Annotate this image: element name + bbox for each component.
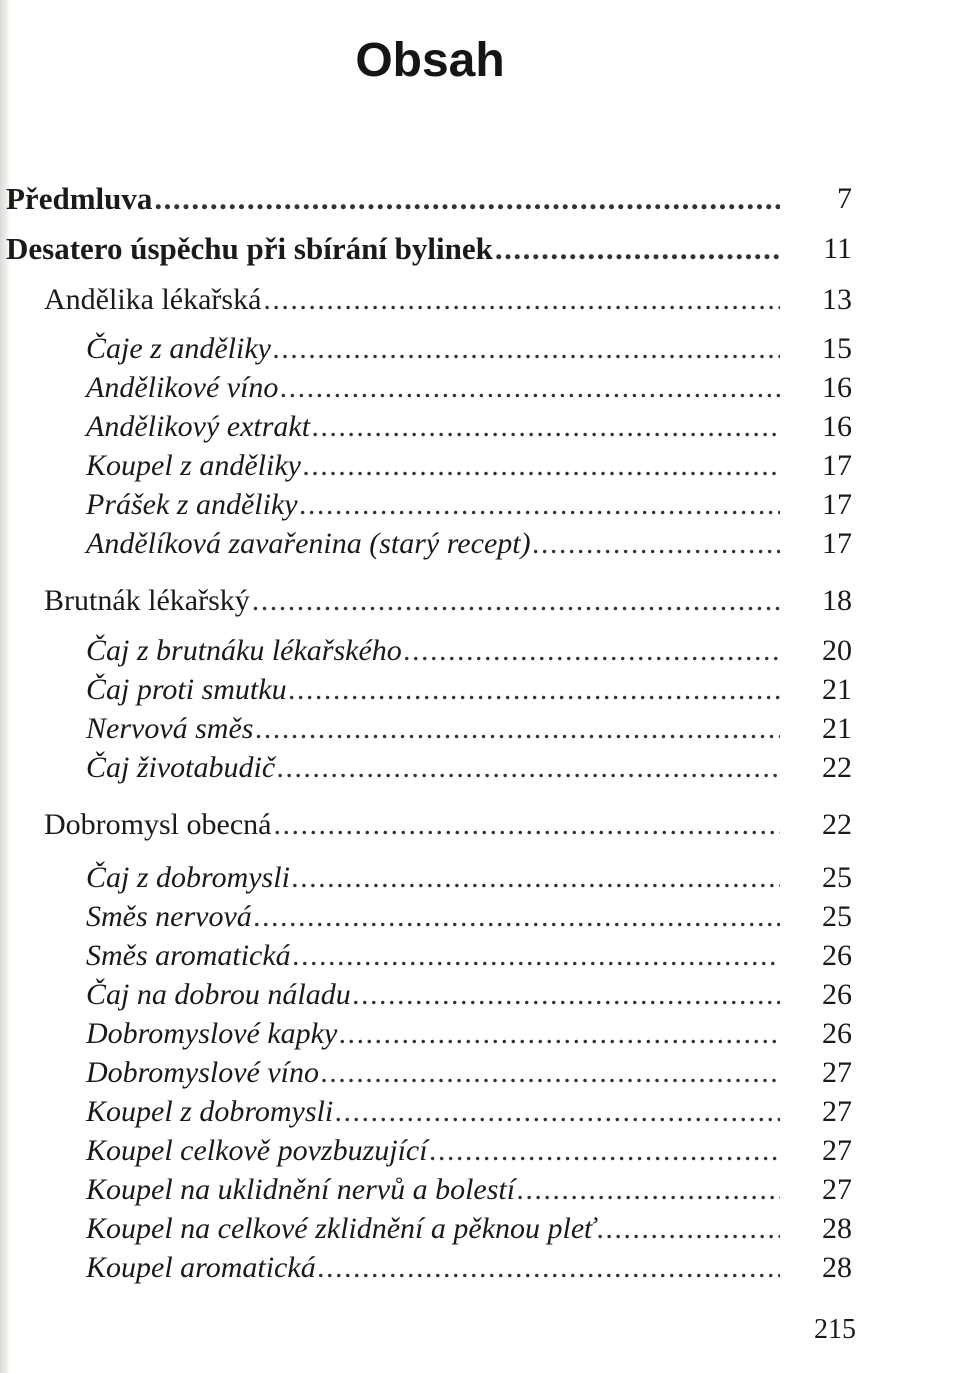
dot-leader — [254, 897, 780, 937]
toc-entry-page: 21 — [822, 673, 852, 706]
toc-entry-page: 22 — [822, 808, 852, 841]
toc-entry-page: 25 — [822, 900, 852, 933]
toc-entry[interactable] — [86, 936, 782, 976]
dot-leader — [252, 581, 780, 621]
toc-entry[interactable] — [86, 368, 782, 408]
toc-entry-title: Andělikové víno — [86, 371, 279, 404]
toc-entry-title: Směs nervová — [86, 900, 252, 933]
toc-entry-page: 17 — [822, 449, 852, 482]
toc-entry[interactable] — [86, 748, 782, 788]
dot-leader — [339, 1014, 780, 1054]
toc-entry-title: Koupel na uklidnění nervů a bolestí — [86, 1173, 516, 1206]
toc-entry-title: Čaj na dobrou náladu — [86, 978, 351, 1011]
toc-entry[interactable] — [44, 581, 782, 621]
toc-entry[interactable] — [44, 280, 782, 320]
toc-entry-page: 28 — [822, 1212, 852, 1245]
toc-entry-page: 11 — [823, 232, 852, 265]
toc-entry-page: 20 — [822, 634, 852, 667]
toc-entry-page: 28 — [822, 1251, 852, 1284]
toc-entry-page: 25 — [822, 861, 852, 894]
toc-entry-title: Desatero úspěchu při sbírání bylinek — [6, 231, 493, 266]
toc-entry[interactable] — [86, 897, 782, 937]
dot-leader — [280, 368, 780, 408]
toc-entry-page: 27 — [822, 1056, 852, 1089]
dot-leader — [533, 524, 780, 564]
toc-entry-page: 27 — [822, 1095, 852, 1128]
dot-leader — [517, 1170, 780, 1210]
toc-entry-title: Čaj z brutnáku lékařského — [86, 634, 402, 667]
toc-entry[interactable] — [86, 670, 782, 710]
dot-leader — [292, 858, 780, 898]
dot-leader — [404, 631, 780, 671]
toc-entry-page: 26 — [822, 939, 852, 972]
dot-leader — [273, 329, 780, 369]
toc-entry[interactable] — [86, 858, 782, 898]
toc-entry-page: 16 — [822, 371, 852, 404]
dot-leader — [430, 1131, 780, 1171]
toc-entry[interactable] — [6, 179, 782, 219]
dot-leader — [273, 805, 780, 845]
toc-entry-page: 22 — [822, 751, 852, 784]
toc-entry[interactable] — [86, 1014, 782, 1054]
toc-entry-title: Dobromysl obecná — [44, 808, 272, 841]
toc-entry-title: Předmluva — [6, 181, 153, 216]
dot-leader — [321, 1053, 780, 1093]
toc-entry[interactable] — [86, 524, 782, 564]
toc-entry-page: 16 — [822, 410, 852, 443]
page-number: 215 — [814, 1314, 856, 1345]
toc-entry[interactable] — [86, 1170, 782, 1210]
toc-entry-title: Andělíková zavařenina (starý recept) — [86, 527, 531, 560]
dot-leader — [263, 280, 780, 320]
toc-entry-page: 17 — [822, 527, 852, 560]
dot-leader — [277, 748, 780, 788]
toc-entry-title: Čaj proti smutku — [86, 673, 287, 706]
toc-entry-title: Dobromyslové kapky — [86, 1017, 338, 1050]
toc-entry[interactable] — [86, 1092, 782, 1132]
toc-entry-title: Prášek z anděliky — [86, 488, 298, 521]
dot-leader — [289, 670, 780, 710]
dot-leader — [293, 936, 780, 976]
dot-leader — [300, 485, 780, 525]
toc-entry[interactable] — [86, 407, 782, 447]
toc-entry-page: 13 — [822, 283, 852, 316]
toc-entry-title: Koupel z anděliky — [86, 449, 301, 482]
toc-entry-page: 26 — [822, 1017, 852, 1050]
toc-entry-title: Čaje z anděliky — [86, 332, 271, 365]
toc-entry-page: 21 — [822, 712, 852, 745]
toc-entry-title: Čaj z dobromysli — [86, 861, 290, 894]
toc-entry[interactable] — [44, 805, 782, 845]
toc-entry[interactable] — [86, 1248, 782, 1288]
dot-leader — [154, 179, 780, 219]
dot-leader — [255, 709, 780, 749]
toc-entry-title: Dobromyslové víno — [86, 1056, 319, 1089]
toc-entry[interactable] — [6, 229, 782, 269]
toc-entry-title: Koupel aromatická — [86, 1251, 316, 1284]
toc-entry-title: Brutnák lékařský — [44, 584, 250, 617]
toc-entry-title: Andělikový extrakt — [86, 410, 311, 443]
toc-entry-page: 17 — [822, 488, 852, 521]
toc-entry[interactable] — [86, 709, 782, 749]
dot-leader — [318, 1248, 780, 1288]
toc-entry-page: 18 — [822, 584, 852, 617]
toc-entry[interactable] — [86, 446, 782, 486]
toc-entry[interactable] — [86, 1131, 782, 1171]
dot-leader — [597, 1209, 780, 1249]
toc-entry-title: Koupel celkově povzbuzující — [86, 1134, 428, 1167]
toc-entry-title: Čaj životabudič — [86, 751, 276, 784]
toc-entry-title: Koupel na celkové zklidnění a pěknou pleť — [86, 1212, 596, 1245]
dot-leader — [495, 229, 780, 269]
toc-entry-page: 7 — [837, 182, 852, 215]
toc-entry[interactable] — [86, 329, 782, 369]
dot-leader — [312, 407, 780, 447]
toc-entry-page: 26 — [822, 978, 852, 1011]
toc-entry-page: 27 — [822, 1173, 852, 1206]
toc-entry[interactable] — [86, 631, 782, 671]
toc-entry[interactable] — [86, 1209, 782, 1249]
toc-entry-title: Andělika lékařská — [44, 283, 262, 316]
toc-entry-page: 15 — [822, 332, 852, 365]
page-title: Obsah — [355, 34, 505, 87]
toc-entry-title: Nervová směs — [86, 712, 254, 745]
dot-leader — [335, 1092, 780, 1132]
toc-entry-page: 27 — [822, 1134, 852, 1167]
dot-leader — [303, 446, 780, 486]
toc-entry-title: Koupel z dobromysli — [86, 1095, 334, 1128]
toc-entry[interactable] — [86, 485, 782, 525]
toc-entry[interactable] — [86, 975, 782, 1015]
toc-entry-title: Směs aromatická — [86, 939, 291, 972]
dot-leader — [353, 975, 780, 1015]
toc-entry[interactable] — [86, 1053, 782, 1093]
